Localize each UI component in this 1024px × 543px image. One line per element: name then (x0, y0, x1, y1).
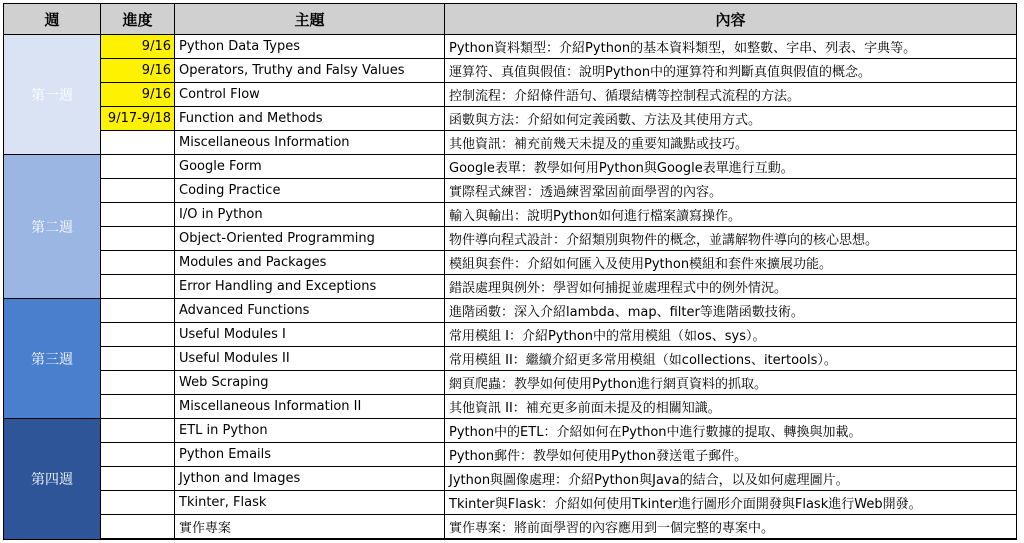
content-cell: 物件導向程式設計：介紹類別與物件的概念，並講解物件導向的核心思想。 (445, 227, 1017, 251)
header-progress: 進度 (101, 4, 175, 35)
content-cell: 模組與套件：介紹如何匯入及使用Python模組和套件來擴展功能。 (445, 251, 1017, 275)
content-cell: 其他資訊：補充前幾天未提及的重要知識點或技巧。 (445, 131, 1017, 155)
content-cell: 實作專案：將前面學習的內容應用到一個完整的專案中。 (445, 515, 1017, 540)
progress-cell (101, 395, 175, 419)
topic-cell: Google Form (175, 155, 445, 179)
content-cell: 輸入與輸出：說明Python如何進行檔案讀寫操作。 (445, 203, 1017, 227)
progress-cell (101, 347, 175, 371)
progress-cell (101, 299, 175, 323)
topic-cell: Jython and Images (175, 467, 445, 491)
progress-cell (101, 419, 175, 443)
table-row (4, 515, 1017, 540)
week-label: 第一週 (4, 35, 101, 155)
topic-cell: Python Emails (175, 443, 445, 467)
progress-cell (101, 155, 175, 179)
week-label: 第四週 (4, 419, 101, 540)
topic-cell: 實作專案 (175, 515, 445, 540)
content-cell: 運算符、真值與假值：說明Python中的運算符和判斷真值與假值的概念。 (445, 59, 1017, 83)
header-week: 週 (4, 4, 101, 35)
table-row (4, 35, 1017, 59)
progress-cell (101, 467, 175, 491)
progress-cell (101, 323, 175, 347)
table-row (4, 395, 1017, 419)
progress-cell (101, 227, 175, 251)
topic-cell: Miscellaneous Information (175, 131, 445, 155)
content-cell: 實際程式練習：透過練習鞏固前面學習的內容。 (445, 179, 1017, 203)
topic-cell: Error Handling and Exceptions (175, 275, 445, 299)
header-topic: 主題 (175, 4, 445, 35)
table-row (4, 251, 1017, 275)
progress-cell: 9/16 (101, 83, 175, 107)
topic-cell: Function and Methods (175, 107, 445, 131)
topic-cell: Advanced Functions (175, 299, 445, 323)
table-row (4, 347, 1017, 371)
topic-cell: Web Scraping (175, 371, 445, 395)
progress-cell (101, 275, 175, 299)
progress-cell (101, 251, 175, 275)
topic-cell: I/O in Python (175, 203, 445, 227)
table-row (4, 299, 1017, 323)
topic-cell: Useful Modules I (175, 323, 445, 347)
progress-cell (101, 443, 175, 467)
content-cell: 進階函數：深入介紹lambda、map、filter等進階函數技術。 (445, 299, 1017, 323)
progress-cell: 9/16 (101, 35, 175, 59)
topic-cell: Object-Oriented Programming (175, 227, 445, 251)
topic-cell: Control Flow (175, 83, 445, 107)
progress-cell: 9/16 (101, 59, 175, 83)
topic-cell: Operators, Truthy and Falsy Values (175, 59, 445, 83)
topic-cell: Coding Practice (175, 179, 445, 203)
content-cell: 函數與方法：介紹如何定義函數、方法及其使用方式。 (445, 107, 1017, 131)
content-cell: 控制流程：介紹條件語句、循環結構等控制程式流程的方法。 (445, 83, 1017, 107)
topic-cell: Useful Modules II (175, 347, 445, 371)
progress-cell (101, 371, 175, 395)
progress-cell: 9/17-9/18 (101, 107, 175, 131)
table-row (4, 323, 1017, 347)
content-cell: 網頁爬蟲：教學如何使用Python進行網頁資料的抓取。 (445, 371, 1017, 395)
topic-cell: Python Data Types (175, 35, 445, 59)
table-row (4, 275, 1017, 299)
table-row (4, 131, 1017, 155)
progress-cell (101, 131, 175, 155)
content-cell: Google表單：教學如何用Python與Google表單進行互動。 (445, 155, 1017, 179)
table-row (4, 179, 1017, 203)
table-row (4, 203, 1017, 227)
progress-cell (101, 491, 175, 515)
schedule-body (4, 35, 1017, 540)
schedule-table-wrapper (3, 3, 1017, 540)
progress-cell (101, 515, 175, 540)
content-cell: 其他資訊 II：補充更多前面未提及的相關知識。 (445, 395, 1017, 419)
week-label: 第二週 (4, 155, 101, 299)
table-row (4, 227, 1017, 251)
topic-cell: ETL in Python (175, 419, 445, 443)
content-cell: Python郵件：教學如何使用Python發送電子郵件。 (445, 443, 1017, 467)
table-row (4, 443, 1017, 467)
content-cell: Python中的ETL：介紹如何在Python中進行數據的提取、轉換與加載。 (445, 419, 1017, 443)
content-cell: 常用模組 II：繼續介紹更多常用模組（如collections、itertools）。 (445, 347, 1017, 371)
week-label: 第三週 (4, 299, 101, 419)
topic-cell: Modules and Packages (175, 251, 445, 275)
progress-cell (101, 203, 175, 227)
table-row (4, 107, 1017, 131)
topic-cell: Miscellaneous Information II (175, 395, 445, 419)
table-row (4, 467, 1017, 491)
content-cell: Jython與圖像處理：介紹Python與Java的結合，以及如何處理圖片。 (445, 467, 1017, 491)
content-cell: 錯誤處理與例外：學習如何捕捉並處理程式中的例外情況。 (445, 275, 1017, 299)
table-row (4, 371, 1017, 395)
table-row (4, 419, 1017, 443)
table-row (4, 155, 1017, 179)
topic-cell: Tkinter, Flask (175, 491, 445, 515)
content-cell: 常用模組 I：介紹Python中的常用模組（如os、sys）。 (445, 323, 1017, 347)
schedule-table (3, 3, 1017, 540)
header-content: 內容 (445, 4, 1017, 35)
table-row (4, 491, 1017, 515)
table-row (4, 83, 1017, 107)
content-cell: Tkinter與Flask：介紹如何使用Tkinter進行圖形介面開發與Flask進行Web開發。 (445, 491, 1017, 515)
progress-cell (101, 179, 175, 203)
content-cell: Python資料類型：介紹Python的基本資料類型，如整數、字串、列表、字典等。 (445, 35, 1017, 59)
table-row (4, 59, 1017, 83)
header-row (4, 4, 1017, 35)
